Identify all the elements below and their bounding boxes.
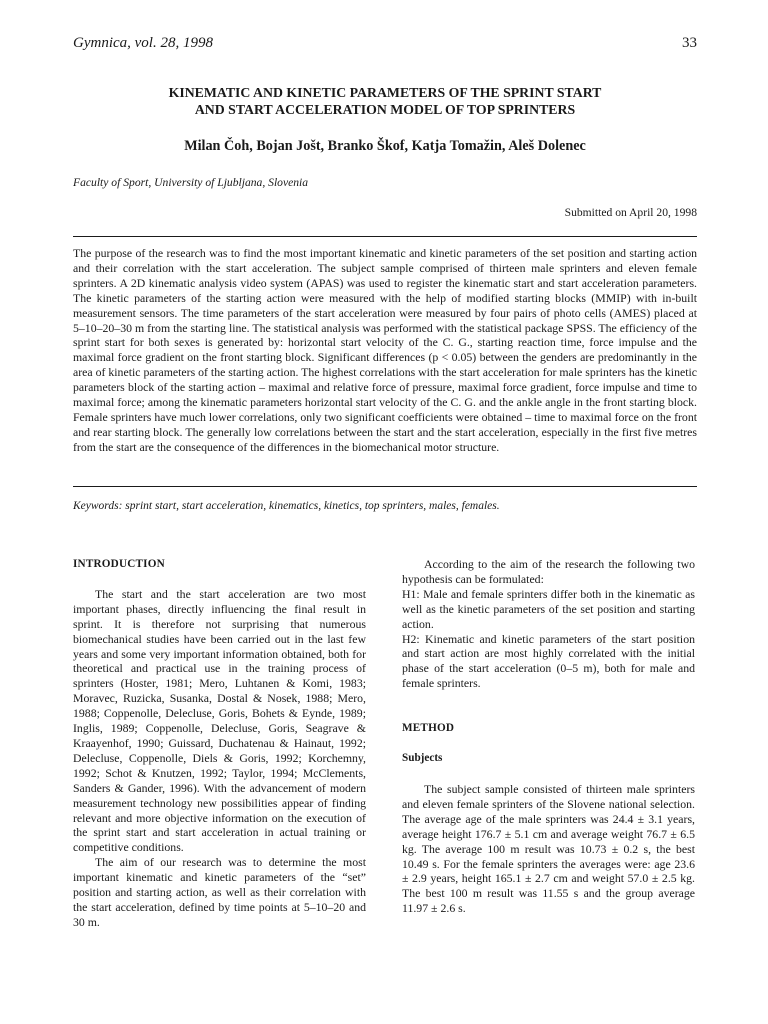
- introduction-paragraph-2: The aim of our research was to determine the most important kinematic and kinetic parameters of the “set” position and starting action, as well as their correlation with the start acceleration, defined by time points at 5–10–20 and 30 m.: [73, 855, 366, 929]
- right-column: [402, 557, 695, 916]
- title-line-1: KINEMATIC AND KINETIC PARAMETERS OF THE SPRINT START: [168, 85, 602, 100]
- title-line-2: AND START ACCELERATION MODEL OF TOP SPRINTERS: [194, 102, 576, 117]
- subjects-paragraph: The subject sample consisted of thirteen male sprinters and eleven female sprinters of the Slovene national selection. The average age of the male sprinters was 24.4 ± 3.1 years, average height 176.7 ± 5.1 cm and average weight 76.7 ± 6.5 kg. The average 100 m result was 10.73 ± 0.2 s, the best 10.49 s. For the female sprinters the averages were: age 23.6 ± 2.9 years, height 165.1 ± 2.7 cm and weight 57.0 ± 2.5 kg. The best 100 m result was 11.55 s and the group average 11.97 ± 2.6 s.: [402, 781, 695, 916]
- submission-date: Submitted on April 20, 1998: [564, 206, 697, 219]
- abstract-top-rule: [73, 236, 697, 237]
- paper-title: [73, 84, 697, 118]
- journal-name: Gymnica, vol. 28, 1998: [73, 35, 213, 51]
- subjects-heading: Subjects: [402, 752, 443, 765]
- hypothesis-1: H1: Male and female sprinters differ both in the kinematic as well as the kinetic parameters of the set position and starting action.: [402, 586, 695, 631]
- page-number: 33: [682, 35, 697, 51]
- left-column: [73, 557, 366, 930]
- authors: Milan Čoh, Bojan Jošt, Branko Škof, Katja Tomažin, Aleš Dolenec: [184, 138, 586, 154]
- keywords: Keywords: sprint start, start acceleration, kinematics, kinetics, top sprinters, males, females.: [73, 500, 500, 512]
- affiliation: Faculty of Sport, University of Ljubljana, Slovenia: [73, 176, 309, 189]
- abstract-bottom-rule: [73, 486, 697, 487]
- hypothesis-intro: According to the aim of the research the following two hypothesis can be formulated:: [402, 557, 695, 586]
- introduction-paragraph-1: The start and the start acceleration are two most important phases, directly influencing the final result in sprint. It is therefore not surprising that numerous biomechanical studies have been carried out in the last few years and some very important information obtained, both for theoretical and practical use in the training process of sprinters (Hoster, 1981; Mero, Luhtanen & Komi, 1983; Moravec, Ruzicka, Susanka, Dostal & Nosek, 1988; Mero, 1988; Coppenolle, Delecluse, Goris, Bohets & Eynde, 1989; Inglis, 1989; Coppenolle, Delecluse, Goris, Seagrave & Kraayenhof, 1990; Guissard, Duchatenau & Hainaut, 1992; Delecluse, Coppenolle, Diels & Goris, 1992; Korchemny, 1992; Schot & Knutzen, 1992; Taylor, 1994; McClements, Sanders & Gander, 1996). With the advancement of modern measurement technology new possibilities appear of finding relevant and more objective information on the execution of the sprint start and start acceleration in actual training or competitive conditions.: [73, 586, 366, 855]
- abstract: The purpose of the research was to find the most important kinematic and kinetic parameters of the set position and starting action and their correlation with the start acceleration. The subject sample comprised of thirteen male sprinters and eleven female sprinters. A 2D kinematic analysis video system (APAS) was used to register the kinematic start and start acceleration parameters. The kinetic parameters of the starting action were measured with the help of modified starting blocks (MMIP) with in-built measurement sensors. The time parameters of the start acceleration were measured by four pairs of photo cells (AMES) placed at 5–10–20–30 m from the starting line. The statistical analysis was performed with the statistical package SPSS. The efficiency of the sprint start for both sexes is generated by: horizontal start velocity of the C. G., starting reaction time, force impulse and the maximal force gradient on the front starting block. Significant differences (p < 0.05) between the genders are predominantly in the area of kinetic parameters of the starting action. The highest correlations with the start acceleration for male sprinters has the kinetic parameters block of the starting action – maximal and relative force of pressure, maximal force gradient, force impulse and time to maximal force; among the kinematic parameters horizontal start velocity of the C. G. and the ankle angle in the front starting block. Female sprinters have much lower correlations, only two significant coefficients were obtained – time to maximal force on the front and rear starting block. The generally low correlations between the start and the start acceleration, especially in the first five metres from the start are the consequence of the differences in the biomechanical motor structure.: [73, 246, 697, 454]
- hypothesis-2: H2: Kinematic and kinetic parameters of the start position and start action are most highly correlated with the initial phase of the start acceleration (0–5 m), both for male and female sprinters.: [402, 631, 695, 691]
- method-heading: METHOD: [402, 722, 455, 735]
- introduction-heading: INTRODUCTION: [73, 558, 165, 570]
